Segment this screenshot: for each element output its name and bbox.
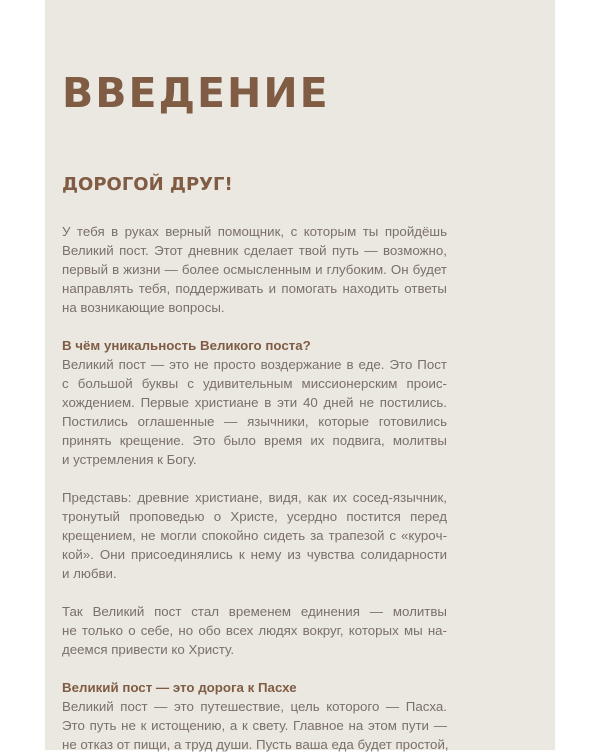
- text-line: деемся привести ко Христу.: [62, 642, 235, 657]
- text-line: Так Великий пост стал временем единения — молитвы: [62, 604, 447, 619]
- page-title: ВВЕДЕНИЕ: [62, 69, 330, 117]
- section-heading: В чём уникальность Великого поста?: [62, 338, 311, 353]
- section-road-to-easter: [62, 678, 447, 754]
- text-line: направлять тебя, поддерживать и помогать находить ответы: [62, 281, 447, 296]
- text-line: Это путь не к истощению, а к свету. Главное на этом пути —: [62, 718, 447, 733]
- section-uniqueness: [62, 336, 447, 469]
- greeting-heading: ДОРОГОЙ ДРУГ!: [62, 174, 233, 195]
- text-line: Великий пост — это не просто воздержание в еде. Это Пост: [62, 357, 447, 372]
- text-line: с большой буквы с удивительным миссионерским проис-: [62, 376, 447, 391]
- intro-paragraph: [62, 222, 447, 317]
- text-line: хождением. Первые христиане в эти 40 дней не постились.: [62, 395, 447, 410]
- text-line: и устремления к Богу.: [62, 452, 197, 467]
- text-line: и любви.: [62, 566, 117, 581]
- text-line: Великий пост — это путешествие, цель которого — Пасха.: [62, 699, 447, 714]
- paragraph-imagine: [62, 488, 447, 583]
- text-line: кой». Они присоединялись к нему из чувства солидарности: [62, 547, 447, 562]
- paragraph-unity: [62, 602, 447, 659]
- text-line: Постились оглашенные — язычники, которые готовились: [62, 414, 447, 429]
- text-line: Великий пост. Этот дневник сделает твой путь — возможно,: [62, 243, 447, 258]
- text-line: У тебя в руках верный помощник, с которым ты пройдёшь: [62, 224, 447, 239]
- text-line: тронутый проповедью о Христе, усердно постится перед: [62, 509, 447, 524]
- body-text: [62, 222, 447, 754]
- text-line: первый в жизни — более осмысленным и глубоким. Он будет: [62, 262, 447, 277]
- text-line: принять крещение. Это было время их подвига, молитвы: [62, 433, 447, 448]
- text-line: на возникающие вопросы.: [62, 300, 225, 315]
- section-heading: Великий пост — это дорога к Пасхе: [62, 680, 297, 695]
- text-line: не отказ от пищи, а труд души. Пусть ваша еда будет простой,: [62, 737, 449, 752]
- text-line: не только о себе, но обо всех людях вокруг, которых мы на-: [62, 623, 447, 638]
- text-line: крещением, не могли спокойно сидеть за трапезой с «курoч-: [62, 528, 447, 543]
- text-line: Представь: древние христиане, видя, как их сосед-язычник,: [62, 490, 447, 505]
